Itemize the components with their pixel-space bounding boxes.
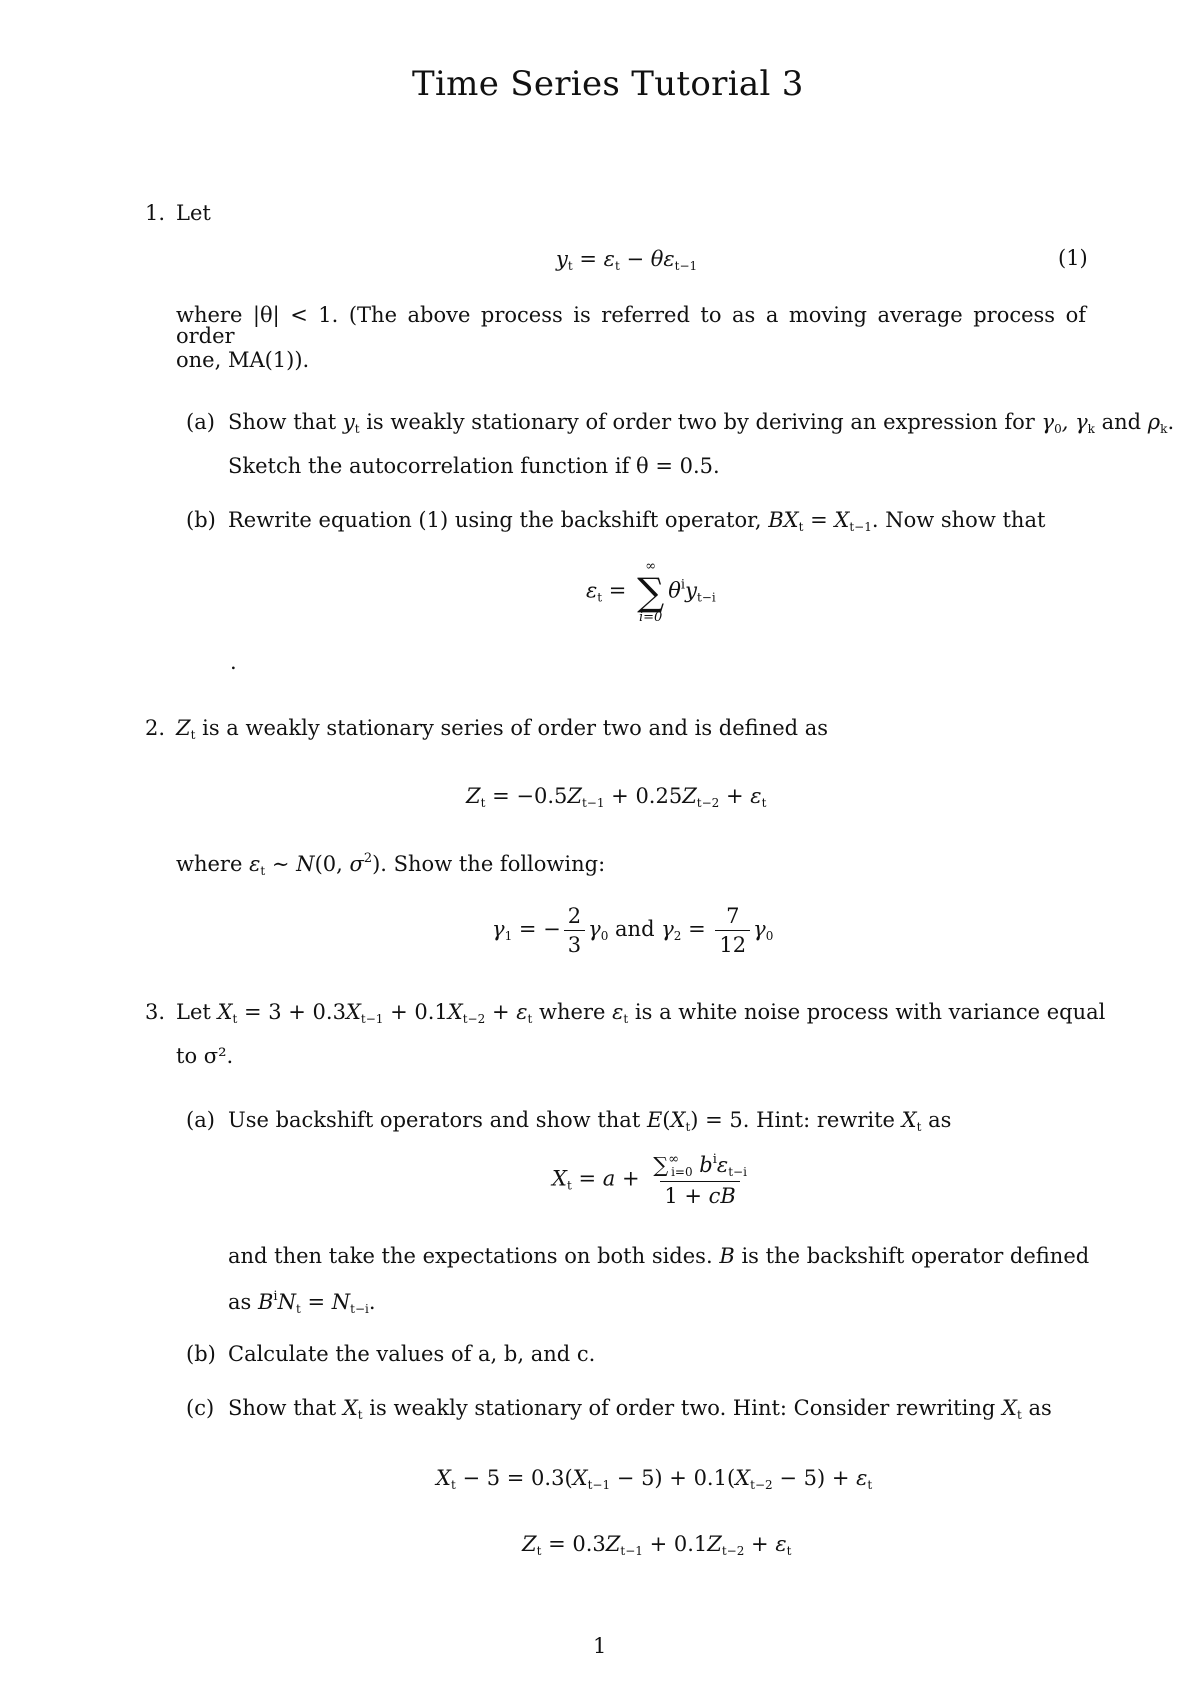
q3a-as: as [228,1290,252,1314]
q1a-text1: Show that [228,410,337,434]
q3a-after: and then take the expectations on both sides. [228,1244,713,1268]
q3c-equation-2: $Z_t = 0.3Z_{t-1} + 0.1Z_{t-2} + \varepsilon_t$ [522,1532,792,1558]
q3c-xt: $X_t$ [342,1396,363,1422]
q3a-after-line [228,1246,1089,1267]
q3a-fraction: $\frac{\sum^\infty_{i=0} b^i\varepsilon_{t-i}}{1 + cB}$ [653,1152,747,1208]
q3a-after2: is the backshift operator defined [741,1244,1090,1268]
q2-where2: . Show the following: [380,852,606,876]
q3-let: Let [176,1000,211,1024]
q1a-text2: is weakly stationary of order two by deriving an expression for [366,410,1035,434]
q3-eps: $\varepsilon_t$ [612,1000,629,1026]
q3-number: 3. [145,1000,166,1024]
q2-zt: $Z_t$ [176,716,196,742]
q3a-B: B [719,1244,735,1268]
q1a-text3: and [1101,410,1142,434]
q1a-label: (a) [186,410,215,434]
sum-symbol: ∞ ∑ i=0 [637,559,665,625]
q2-noise-dist: $\varepsilon_t$ ∼ N(0, $\sigma^2$) [249,851,381,878]
q1a-yt: $y_t$ [342,410,360,436]
q3c-line1 [228,1398,1052,1421]
q1b-line1 [228,510,1045,533]
q1b-backshift: $BX_t = X_{t-1}$ [768,508,872,534]
q3a-backshift-def: $B^iN_t = N_{t-i}$ [257,1289,369,1316]
q2-equation: $Z_t = -0.5Z_{t-1} + 0.25Z_{t-2} + \varepsilon_t$ [466,784,767,810]
q1-equation-label: (1) [1058,246,1088,270]
q3c-xt2: $X_t$ [1002,1396,1022,1422]
q1a-gammas: $\gamma_0$, $\gamma_k$ [1041,410,1095,436]
q3c-equation-1: $X_t - 5 = 0.3(X_{t-1} - 5) + 0.1(X_{t-2} - 5) + \varepsilon_t$ [436,1466,873,1492]
page-title: Time Series Tutorial 3 [412,64,804,104]
q3a-line1 [228,1110,951,1133]
q3c-text2: is weakly stationary of order two. Hint: Consider rewriting [369,1396,996,1420]
q1-intro: Let [176,201,211,225]
q3-model: $X_t = 3 + 0.3X_{t-1} + 0.1X_{t-2} + \varepsilon_t$ [217,1000,533,1026]
q3a-text1: Use backshift operators and show that [228,1108,641,1132]
q1b-text1: Rewrite equation (1) using the backshift operator, [228,508,762,532]
page-number: 1 [593,1634,607,1658]
q3-text1: where [539,1000,606,1024]
q2-result: $\gamma_1$ = − $\frac{2}{3}$ $\gamma_0$ and $\gamma_2$ = $\frac{7}{12}$ $\gamma_0$ [492,904,774,957]
q3c-text3: as [1028,1396,1052,1420]
q1-number: 1. [145,201,166,225]
q2-and: and [615,917,655,941]
q3a-as-line: as $B^iN_t = N_{t-i}$. [228,1289,376,1316]
q1a-rho: $\rho_k$ [1147,410,1168,436]
q2-number: 2. [145,716,166,740]
q1b-text2: . Now show that [871,508,1046,532]
q3a-expectation: $E(X_t) = 5$ [646,1108,743,1134]
q1-trailing-dot: . [230,650,237,674]
q2-where-line [176,852,605,877]
q1b-equation: $\varepsilon_t$ = ∞ ∑ i=0 $\theta^iy_{t-i}$ [586,559,716,625]
q3a-text3: as [928,1108,952,1132]
q1a-line2: Sketch the autocorrelation function if θ = 0.5. [228,454,720,478]
q2-text: is a weakly stationary series of order two and is defined as [202,716,829,740]
q2-where: where [176,852,243,876]
q2-line1 [176,718,828,741]
q3a-equation: $X_t = a$ + $\frac{\sum^\infty_{i=0} b^i\varepsilon_{t-i}}{1 + cB}$ [552,1152,754,1208]
q3a-text2: . Hint: rewrite [742,1108,895,1132]
q1a-line1: Show that $y_t$ is weakly stationary of order two by deriving an expression for $\gamma_0$, $\gamma_k$ and $\rho_k$. [228,410,1175,436]
q3-line2: to σ². [176,1044,234,1068]
q3c-label: (c) [186,1396,215,1420]
q3b-text: Calculate the values of a, b, and c. [228,1342,596,1366]
q1-note: where |θ| < 1. (The above process is referred to as a moving average process of order [176,303,1086,348]
q3a-label: (a) [186,1108,215,1132]
q3-line1 [176,1002,1105,1025]
q1b-label: (b) [186,508,216,532]
q3a-xt: $X_t$ [901,1108,922,1134]
q3b-label: (b) [186,1342,216,1366]
q3c-text1: Show that [228,1396,337,1420]
q3-text2: is a white noise process with variance equal [634,1000,1106,1024]
q1-equation-1: $y_t = \varepsilon_t - \theta\varepsilon_{t-1}$ [556,247,698,273]
q1-note-line2: one, MA(1)). [176,348,310,372]
